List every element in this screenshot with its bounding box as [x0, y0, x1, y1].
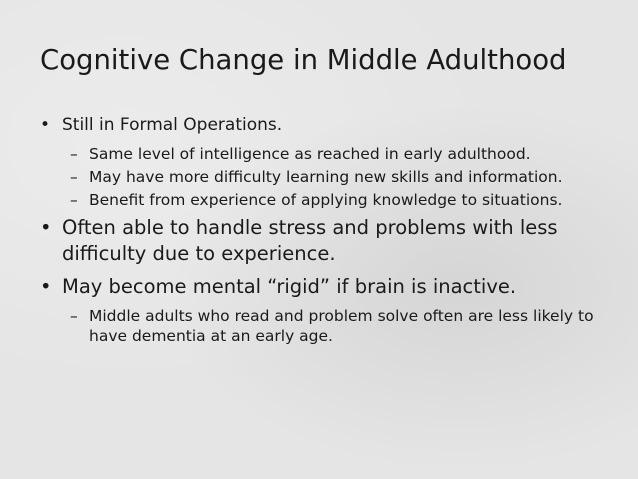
sub-bullet-item — [70, 190, 610, 210]
slide-content — [40, 112, 610, 349]
sub-bullet-item — [70, 306, 610, 346]
dash-marker: – — [70, 306, 78, 325]
bullet-item — [40, 112, 610, 138]
sub-bullet-item — [70, 144, 610, 164]
bullet-item — [40, 274, 610, 300]
bullet-text: Still in Formal Operations. — [62, 115, 283, 135]
dash-marker: – — [70, 168, 78, 186]
bullet-text: May become mental “rigid” if brain is inactive. — [62, 275, 517, 298]
bullet-marker: • — [40, 115, 51, 135]
sub-bullet-list — [70, 144, 610, 210]
sub-bullet-list — [70, 306, 610, 346]
bullet-marker: • — [40, 216, 52, 239]
dash-marker: – — [70, 191, 78, 209]
sub-bullet-text: Middle adults who read and problem solve often are less likely to have dementia at an early age. — [89, 306, 594, 345]
bullet-text: Often able to handle stress and problems with less difficulty due to experience. — [62, 216, 558, 265]
dash-marker: – — [70, 145, 78, 163]
bullet-list — [40, 112, 610, 346]
sub-bullet-text: May have more difficulty learning new skills and information. — [89, 168, 563, 186]
sub-bullet-text: Benefit from experience of applying knowledge to situations. — [89, 191, 563, 209]
bullet-item — [40, 215, 610, 266]
bullet-marker: • — [40, 275, 52, 298]
sub-list-wrapper — [40, 144, 610, 210]
sub-bullet-text: Same level of intelligence as reached in early adulthood. — [89, 145, 531, 163]
sub-bullet-item — [70, 167, 610, 187]
sub-list-wrapper — [40, 306, 610, 346]
slide-title: Cognitive Change in Middle Adulthood — [40, 44, 567, 76]
